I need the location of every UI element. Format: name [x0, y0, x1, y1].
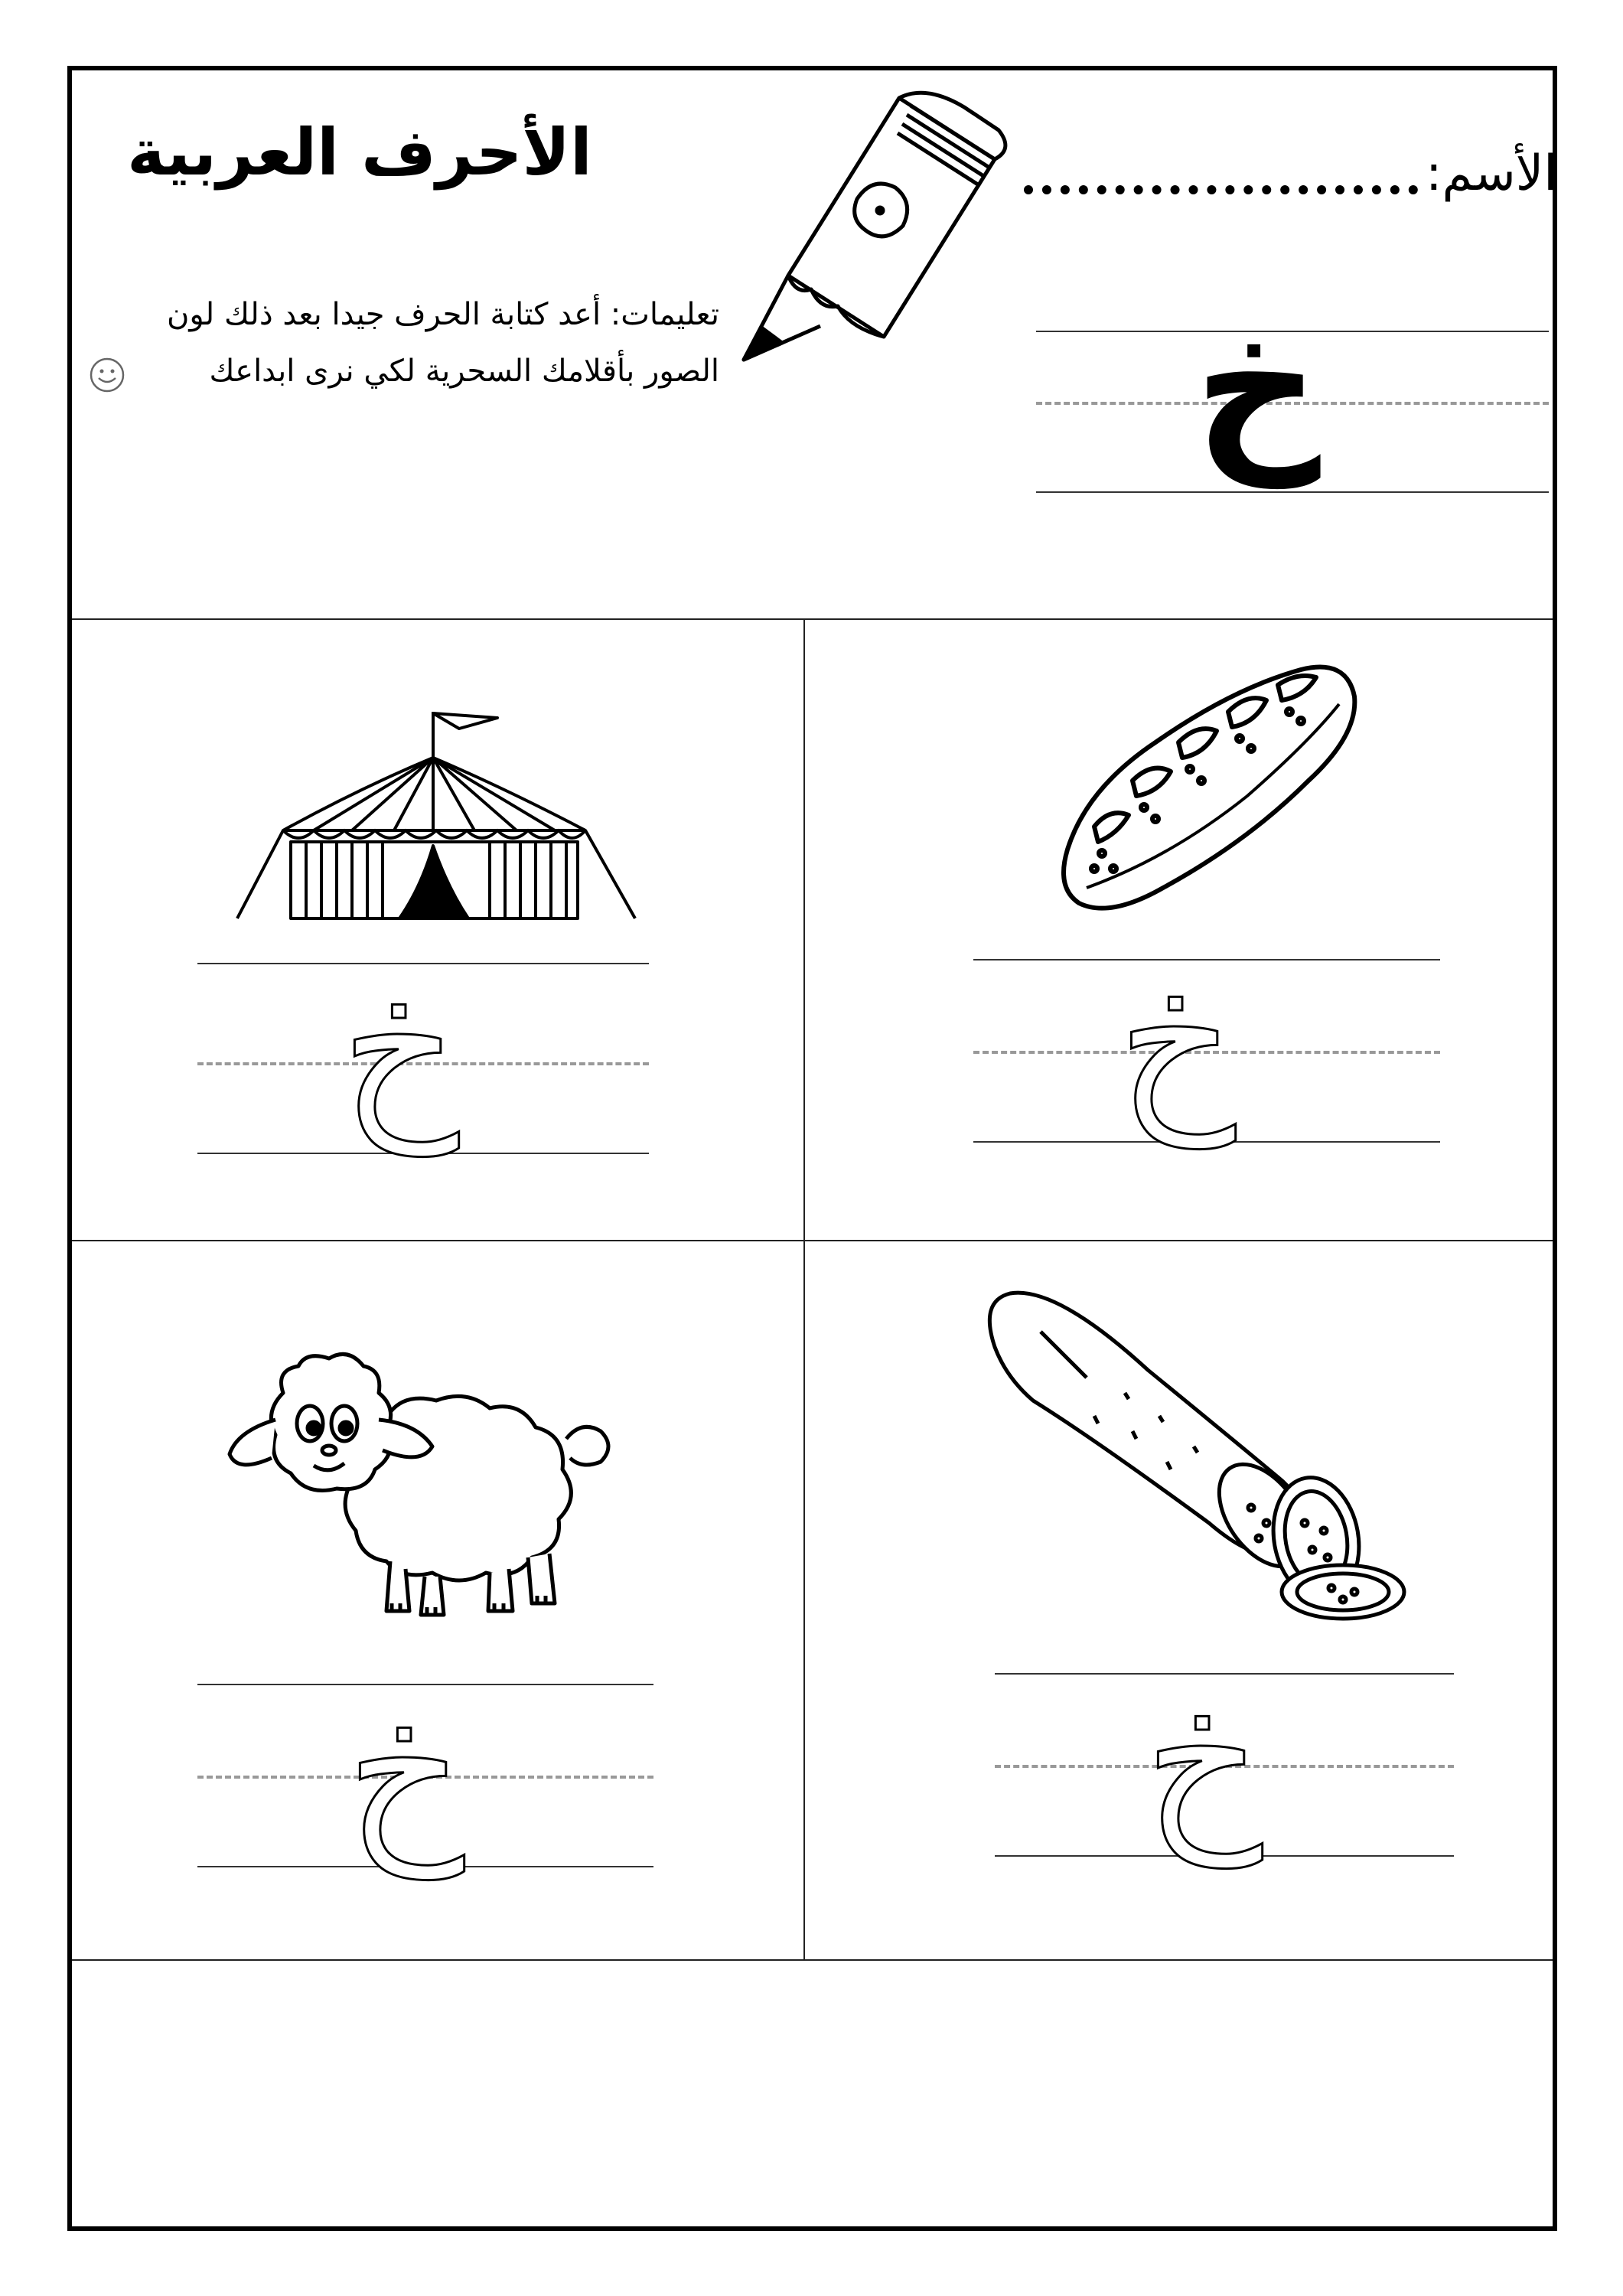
trace-letter-cucumber: خ: [1144, 1653, 1263, 1867]
trace-letter-tent: خ: [341, 941, 459, 1156]
bread-icon: [1056, 658, 1362, 934]
sheep-icon: [214, 1347, 627, 1638]
name-field[interactable]: [1024, 178, 1418, 194]
trace-letter-sheep: خ: [346, 1665, 464, 1879]
tent-icon: [230, 704, 643, 926]
row-divider: [72, 1240, 1553, 1241]
example-letter: خ: [1194, 284, 1321, 488]
page-title: الأحرف العربية: [127, 115, 592, 190]
footer-divider: [72, 1959, 1553, 1961]
name-label: الأسم:: [1425, 145, 1557, 202]
cucumber-icon: [979, 1286, 1416, 1630]
pencil-icon: [735, 84, 1010, 375]
instructions-line-2: الصور بأقلامك السحرية لكي نرى ابداعك: [209, 354, 719, 389]
column-divider: [803, 618, 805, 1959]
smiley-icon: [89, 357, 125, 393]
trace-letter-bread: خ: [1117, 934, 1236, 1148]
header-divider: [72, 618, 1553, 620]
instructions-line-1: تعليمات: أعد كتابة الحرف جيدا بعد ذلك لون: [167, 297, 719, 332]
